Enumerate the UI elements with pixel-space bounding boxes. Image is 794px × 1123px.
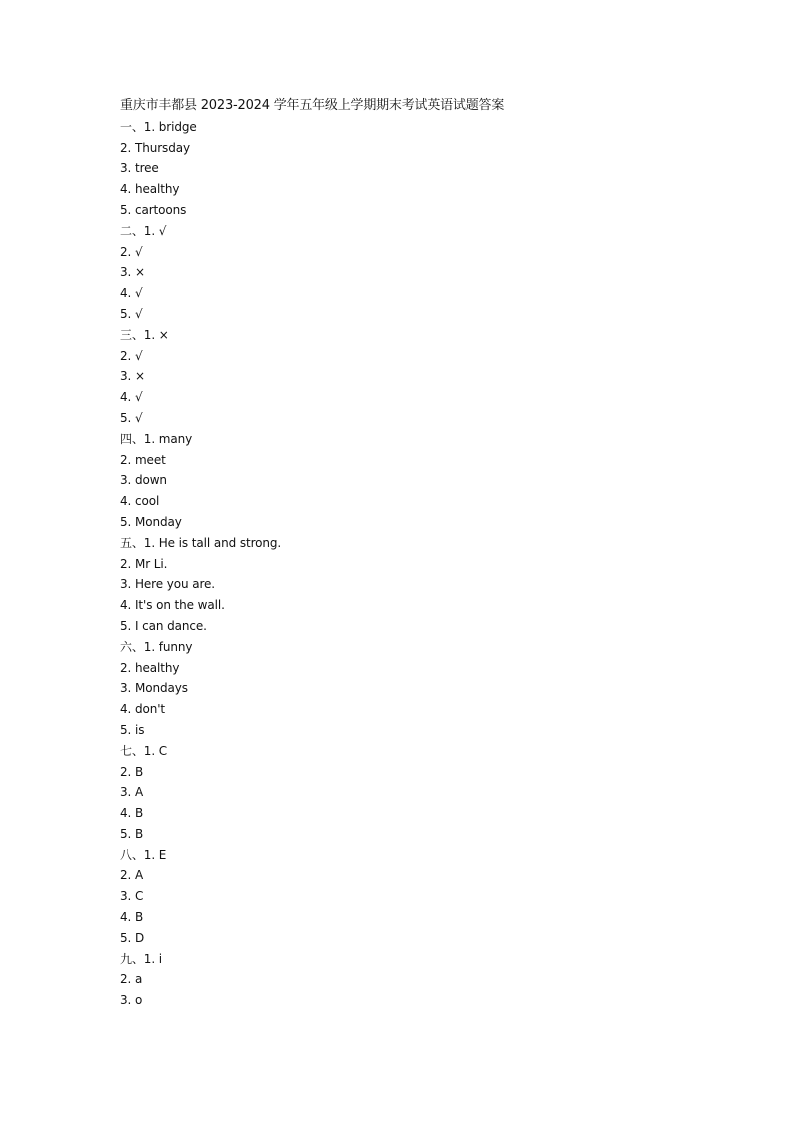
answer-line: 4. cool [120,494,160,509]
answer-line: 5. cartoons [120,202,187,217]
answer-line: 六、1. funny [120,639,193,654]
answer-line: 3. × [120,265,145,280]
answer-line: 5. D [120,930,145,945]
answer-line: 七、1. C [120,743,168,758]
answer-line: 二、1. √ [120,223,167,238]
answer-line: 3. down [120,473,167,488]
answer-line: 5. I can dance. [120,618,207,633]
answer-line: 3. Here you are. [120,577,216,592]
answer-line: 4. √ [120,286,143,301]
answer-line: 2. A [120,868,144,883]
answer-line: 2. Thursday [120,140,190,155]
answer-line: 3. A [120,785,144,800]
answer-line: 八、1. E [120,847,167,862]
answer-line: 一、1. bridge [120,119,197,134]
answer-line: 4. healthy [120,182,180,197]
answer-line: 3. C [120,889,144,904]
answer-line: 5. B [120,826,144,841]
answer-line: 5. is [120,722,145,737]
document-title: 重庆市丰都县 2023-2024 学年五年级上学期期末考试英语试题答案 [120,98,505,113]
answer-line: 四、1. many [120,431,193,446]
answer-line: 三、1. × [120,327,169,342]
answer-line: 4. B [120,806,144,821]
answer-line: 4. B [120,910,144,925]
answer-line: 2. √ [120,244,143,259]
answer-line: 2. healthy [120,660,180,675]
answer-line: 2. Mr Li. [120,556,168,571]
answer-line: 2. B [120,764,144,779]
answer-line: 3. tree [120,161,159,176]
answer-line: 3. Mondays [120,681,188,696]
answer-line: 3. × [120,369,145,384]
answer-line: 5. √ [120,306,143,321]
answer-line: 4. don't [120,702,166,717]
answer-line: 2. √ [120,348,143,363]
answer-line: 2. meet [120,452,166,467]
answer-line: 4. It's on the wall. [120,598,225,613]
answer-key-content [120,96,720,1011]
answer-line: 2. a [120,972,143,987]
answer-line: 五、1. He is tall and strong. [120,535,282,550]
answer-line: 4. √ [120,390,143,405]
answer-line: 3. o [120,993,143,1008]
answer-line: 九、1. i [120,951,162,966]
answer-line: 5. Monday [120,514,182,529]
answer-line: 5. √ [120,410,143,425]
